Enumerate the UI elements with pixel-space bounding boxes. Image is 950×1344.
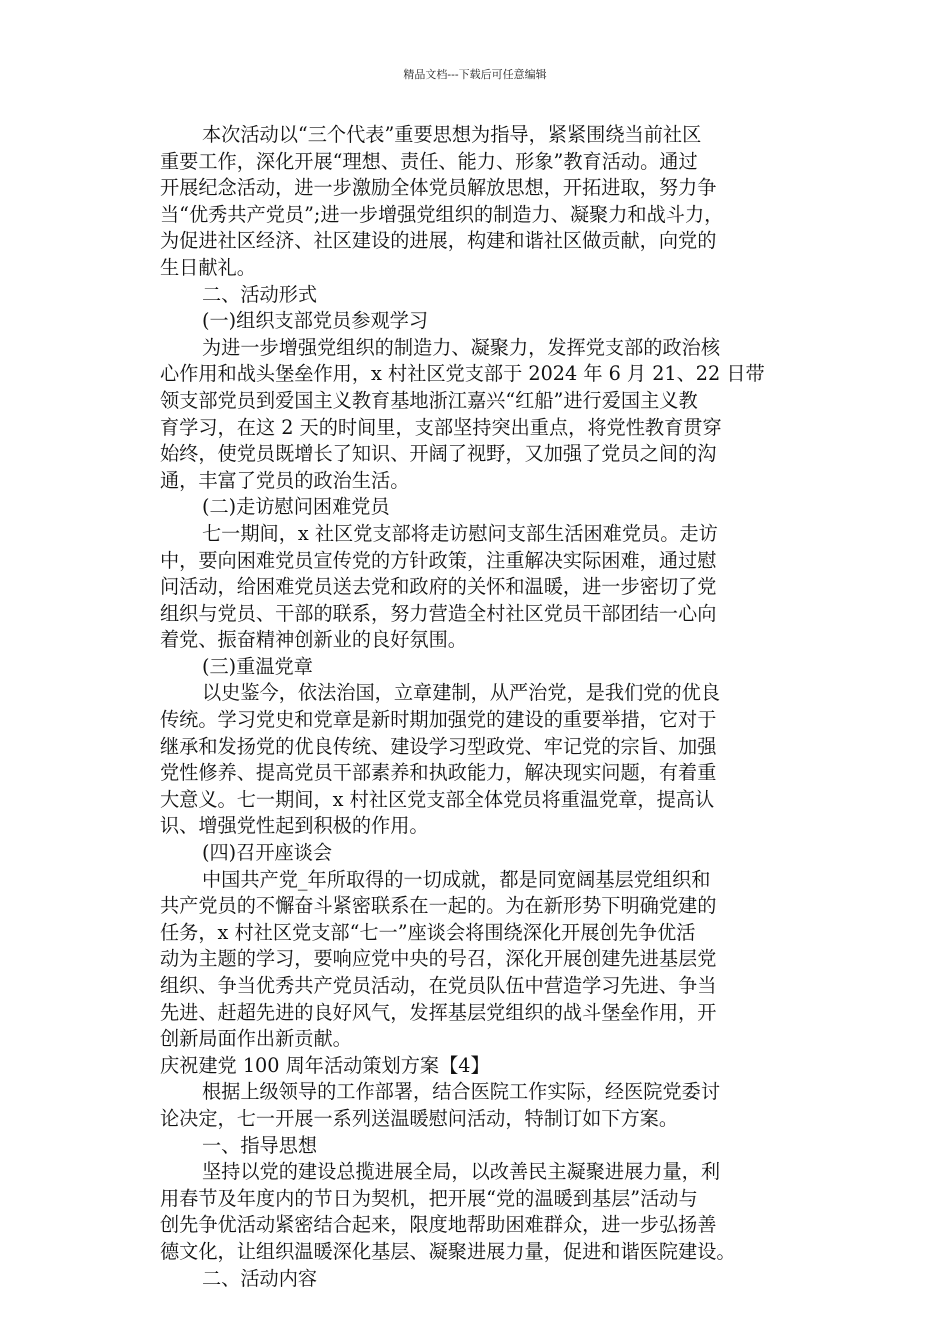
text-line: 七一期间，x 社区党支部将走访慰问支部生活困难党员。走访 — [202, 521, 718, 545]
text-line: 为进一步增强党组织的制造力、凝聚力，发挥党支部的政治核 — [202, 335, 721, 359]
text-line: 通，丰富了党员的政治生活。 — [160, 468, 410, 492]
text-line: 育学习，在这 2 天的时间里，支部坚持突出重点，将党性教育贯穿 — [160, 415, 722, 439]
text-line: 共产党员的不懈奋斗紧密联系在一起的。为在新形势下明确党建的 — [160, 894, 717, 918]
text-line: 论决定，七一开展一系列送温暖慰问活动，特制订如下方案。 — [160, 1106, 679, 1130]
text-line: 心作用和战头堡垒作用，x 村社区党支部于 2024 年 6 月 21、22 日带 — [160, 362, 765, 386]
text-line: (四)召开座谈会 — [202, 841, 333, 865]
text-line: (一)组织支部党员参观学习 — [202, 309, 429, 333]
text-line: 二、活动内容 — [202, 1266, 318, 1290]
text-line: 领支部党员到爱国主义教育基地浙江嘉兴“红船”进行爱国主义教 — [160, 388, 698, 412]
page-header: 精品文档---下载后可任意编辑 — [403, 68, 547, 81]
text-line: (二)走访慰问困难党员 — [202, 495, 390, 519]
text-line: 着党、振奋精神创新业的良好氛围。 — [160, 628, 467, 652]
text-line: 创新局面作出新贡献。 — [160, 1027, 352, 1051]
text-line: 问活动，给困难党员送去党和政府的关怀和温暖，进一步密切了党 — [160, 575, 717, 599]
text-line: 本次活动以“三个代表”重要思想为指导，紧紧围绕当前社区 — [202, 123, 702, 146]
text-line: 开展纪念活动，进一步激励全体党员解放思想，开拓进取，努力争 — [160, 176, 717, 200]
text-line: 重要工作，深化开展“理想、责任、能力、形象”教育活动。通过 — [160, 149, 698, 173]
text-line: 以史鉴今，依法治国，立章建制，从严治党，是我们党的优良 — [202, 681, 721, 705]
text-line: 党性修养、提高党员干部素养和执政能力，解决现实问题，有着重 — [160, 761, 717, 785]
document-body — [160, 122, 820, 1292]
text-line: 坚持以党的建设总揽进展全局，以改善民主凝聚进展力量，利 — [202, 1160, 721, 1184]
text-line: 动为主题的学习，要响应党中央的号召，深化开展创建先进基层党 — [160, 947, 717, 971]
text-line: 生日献礼。 — [160, 255, 256, 279]
text-line: 为促进社区经济、社区建设的进展，构建和谐社区做贡献，向党的 — [160, 229, 717, 253]
text-line: 当“优秀共产党员”;进一步增强党组织的制造力、凝聚力和战斗力， — [160, 202, 724, 226]
text-line: 一、指导思想 — [202, 1133, 318, 1157]
text-line: 大意义。七一期间，x 村社区党支部全体党员将重温党章，提高认 — [160, 787, 715, 811]
text-line: 任务，x 村社区党支部“七一”座谈会将围绕深化开展创先争优活 — [160, 920, 696, 944]
text-line: (三)重温党章 — [202, 654, 313, 678]
text-line: 中，要向困难党员宣传党的方针政策，注重解决实际困难，通过慰 — [160, 548, 717, 572]
text-line: 庆祝建党 100 周年活动策划方案【4】 — [160, 1053, 490, 1077]
text-line: 中国共产党_年所取得的一切成就，都是同宽阔基层党组织和 — [202, 867, 711, 891]
text-line: 组织与党员、干部的联系，努力营造全村社区党员干部团结一心向 — [160, 601, 717, 625]
text-line: 始终，使党员既增长了知识、开阔了视野，又加强了党员之间的沟 — [160, 442, 717, 466]
text-line: 传统。学习党史和党章是新时期加强党的建设的重要举措，它对于 — [160, 708, 717, 732]
text-line: 组织、争当优秀共产党员活动，在党员队伍中营造学习先进、争当 — [160, 974, 717, 997]
text-line: 继承和发扬党的优良传统、建设学习型政党、牢记党的宗旨、加强 — [160, 734, 717, 758]
text-line: 根据上级领导的工作部署，结合医院工作实际，经医院党委讨 — [202, 1080, 721, 1104]
text-line: 识、增强党性起到积极的作用。 — [160, 814, 429, 838]
text-line: 用春节及年度内的节日为契机，把开展“党的温暖到基层”活动与 — [160, 1186, 698, 1210]
text-line: 德文化，让组织温暖深化基层、凝聚进展力量，促进和谐医院建设。 — [160, 1239, 736, 1263]
text-line: 先进、赶超先进的良好风气，发挥基层党组织的战斗堡垒作用，开 — [160, 1000, 717, 1024]
text-line: 二、活动形式 — [202, 282, 318, 306]
text-line: 创先争优活动紧密结合起来，限度地帮助困难群众，进一步弘扬善 — [160, 1213, 717, 1237]
